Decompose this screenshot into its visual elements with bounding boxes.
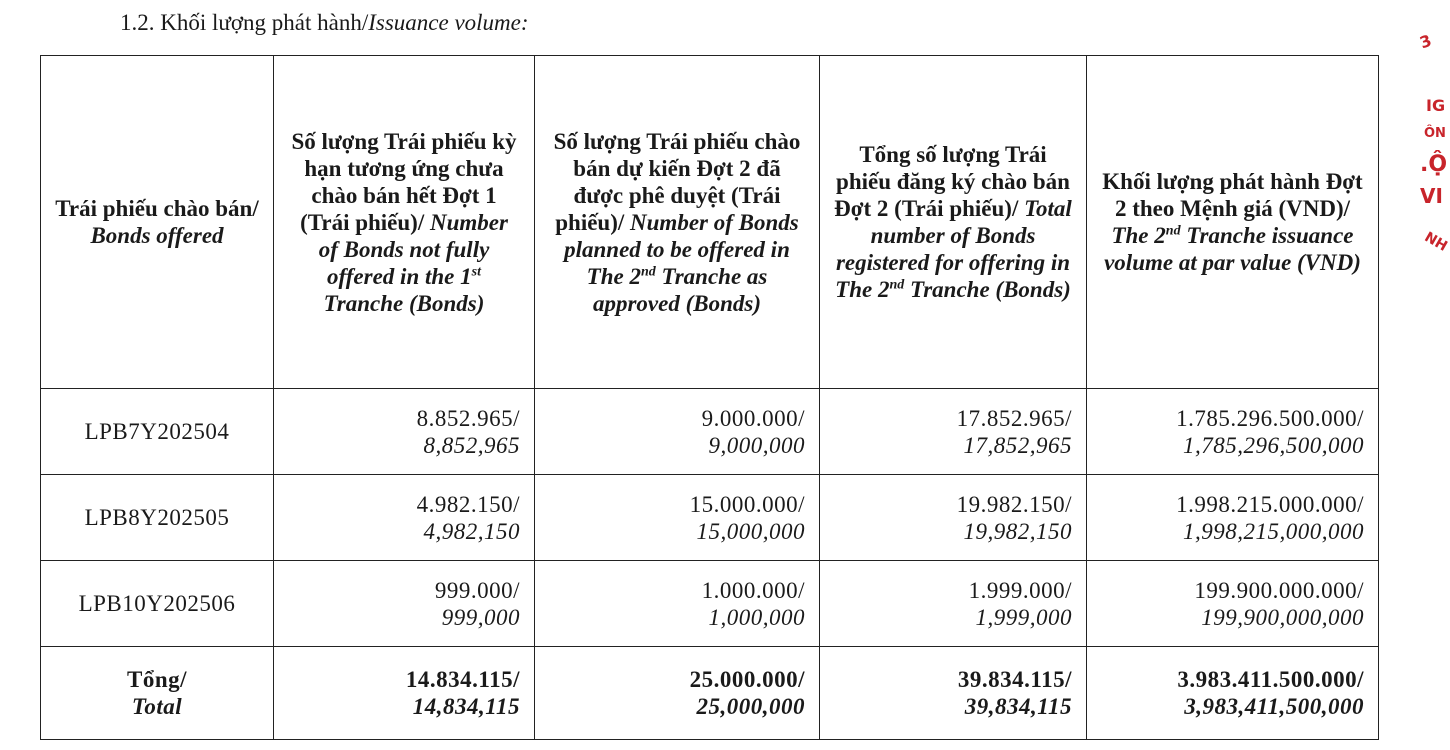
table-row (41, 475, 1379, 561)
registered-cell: 17.852.965/ 17,852,965 (820, 389, 1087, 475)
issuance-volume-table (40, 55, 1379, 740)
total-registered: 39.834.115/ 39,834,115 (820, 647, 1087, 740)
registered-cell: 19.982.150/ 19,982,150 (820, 475, 1087, 561)
red-seal-stamp: 3 IG ÔN .Ộ VI NH (1417, 30, 1450, 255)
table-header-row (41, 56, 1379, 389)
bond-code: LPB8Y202505 (41, 475, 274, 561)
total-not-fully-offered: 14.834.115/ 14,834,115 (274, 647, 535, 740)
par-volume-cell: 199.900.000.000/ 199,900,000,000 (1087, 561, 1379, 647)
bond-code: LPB10Y202506 (41, 561, 274, 647)
header-en: Bonds offered (90, 223, 224, 248)
header-planned-second-tranche (535, 56, 820, 389)
planned-cell: 15.000.000/ 15,000,000 (535, 475, 820, 561)
header-bonds-offered (41, 56, 274, 389)
section-heading (120, 10, 529, 36)
header-en: Total number of Bonds registered for offering in The 2nd Tranche (Bonds) (835, 196, 1072, 302)
header-en: The 2nd Tranche issuance volume at par value (VND) (1104, 223, 1361, 275)
header-vi: Trái phiếu chào bán/ (55, 196, 259, 221)
not-fully-offered-cell: 8.852.965/ 8,852,965 (274, 389, 535, 475)
total-par-volume: 3.983.411.500.000/ 3,983,411,500,000 (1087, 647, 1379, 740)
par-volume-cell: 1.998.215.000.000/ 1,998,215,000,000 (1087, 475, 1379, 561)
bond-code: LPB7Y202504 (41, 389, 274, 475)
header-total-registered (820, 56, 1087, 389)
section-heading-en: Issuance volume: (368, 10, 529, 35)
not-fully-offered-cell: 999.000/ 999,000 (274, 561, 535, 647)
total-row (41, 647, 1379, 740)
header-vi: Tổng số lượng Trái phiếu đăng ký chào bán Đợt 2 (Trái phiếu)/ (834, 142, 1070, 221)
total-label: Tổng/ Total (41, 647, 274, 740)
not-fully-offered-cell: 4.982.150/ 4,982,150 (274, 475, 535, 561)
header-vi: Khối lượng phát hành Đợt 2 theo Mệnh giá (VND)/ (1102, 169, 1363, 221)
header-vi: Số lượng Trái phiếu kỳ hạn tương ứng chưa chào bán hết Đợt 1 (Trái phiếu)/ (291, 128, 517, 235)
table-row (41, 561, 1379, 647)
registered-cell: 1.999.000/ 1,999,000 (820, 561, 1087, 647)
section-heading-vi: 1.2. Khối lượng phát hành/ (120, 10, 369, 35)
header-en: Number of Bonds planned to be offered in The 2nd Tranche as approved (Bonds) (564, 209, 799, 316)
table-row (41, 389, 1379, 475)
header-en: Number of Bonds not fully offered in the 1st Tranche (Bonds) (318, 209, 508, 316)
par-volume-cell: 1.785.296.500.000/ 1,785,296,500,000 (1087, 389, 1379, 475)
planned-cell: 1.000.000/ 1,000,000 (535, 561, 820, 647)
planned-cell: 9.000.000/ 9,000,000 (535, 389, 820, 475)
header-issuance-volume-par (1087, 56, 1379, 389)
header-vi: Số lượng Trái phiếu chào bán dự kiến Đợt 2 đã được phê duyệt (Trái phiếu)/ (553, 128, 801, 235)
total-planned: 25.000.000/ 25,000,000 (535, 647, 820, 740)
header-not-fully-offered (274, 56, 535, 389)
